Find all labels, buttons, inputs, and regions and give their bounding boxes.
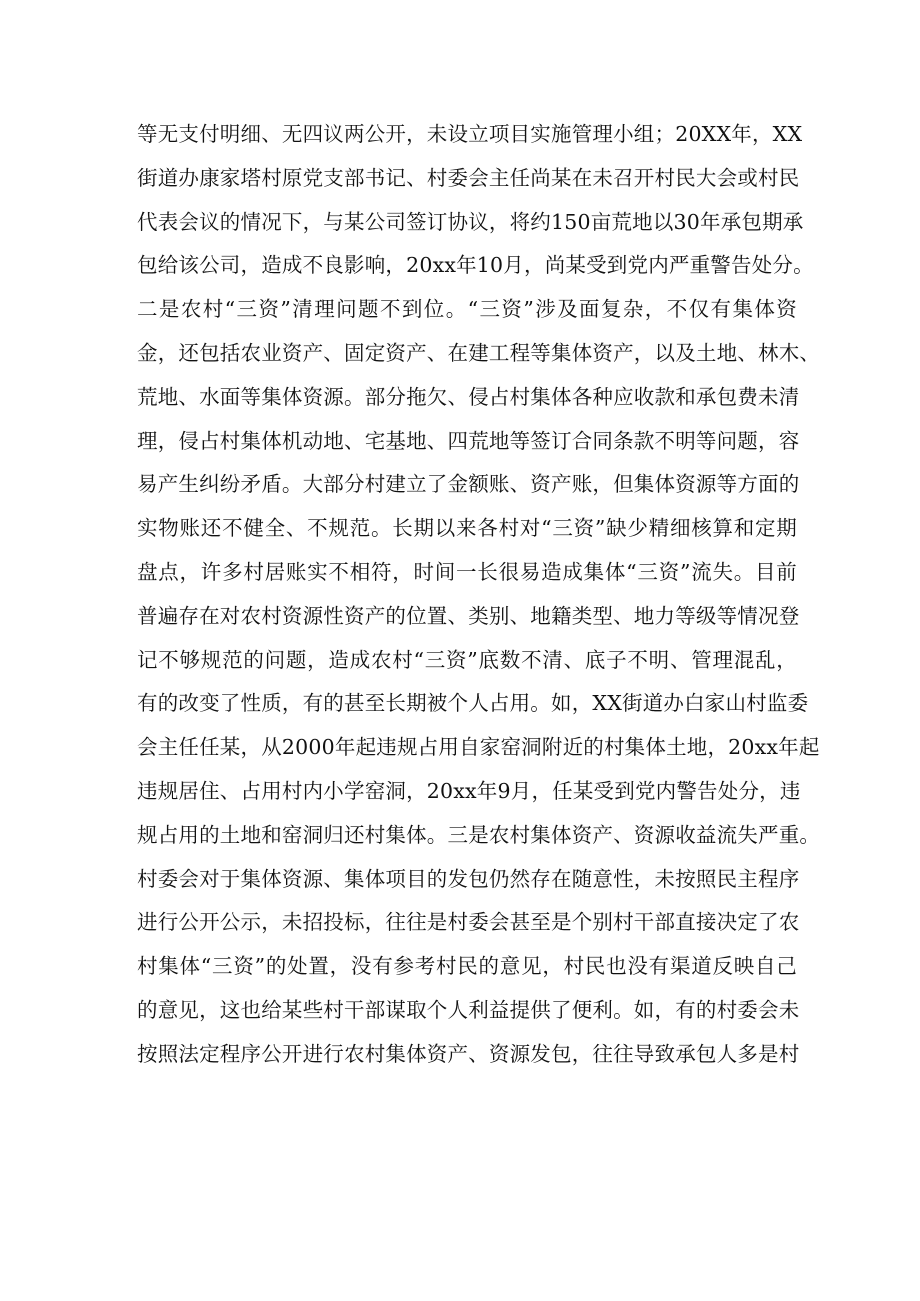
text-line: 违规居住、占用村内小学窑洞，20xx年9月，任某受到党内警告处分，违 <box>137 778 801 803</box>
text-line: 有的改变了性质，有的甚至长期被个人占用。如，XX街道办白家山村监委 <box>137 691 809 716</box>
text-line: 荒地、水面等集体资源。部分拖欠、侵占村集体各种应收款和承包费未清 <box>137 384 800 409</box>
text-line: 的意见，这也给某些村干部谋取个人利益提供了便利。如，有的村委会未 <box>137 997 800 1022</box>
text-line: 代表会议的情况下，与某公司签订协议，将约150亩荒地以30年承包期承 <box>137 209 804 234</box>
text-line: 村集体“三资”的处置，没有参考村民的意见，村民也没有渠道反映自己 <box>137 954 797 979</box>
text-line: 金，还包括农业资产、固定资产、在建工程等集体资产，以及土地、林木、 <box>137 340 821 365</box>
text-line: 普遍存在对农村资源性资产的位置、类别、地籍类型、地力等级等情况登 <box>137 603 800 628</box>
text-line: 进行公开公示，未招投标，往往是村委会甚至是个别村干部直接决定了农 <box>137 910 800 935</box>
text-line: 记不够规范的问题，造成农村“三资”底数不清、底子不明、管理混乱， <box>137 647 797 672</box>
text-line: 盘点，许多村居账实不相符，时间一长很易造成集体“三资”流失。目前 <box>137 559 797 584</box>
text-line: 街道办康家塔村原党支部书记、村委会主任尚某在未召开村民大会或村民 <box>137 165 800 190</box>
text-line: 理，侵占村集体机动地、宅基地、四荒地等签订合同条款不明等问题，容 <box>137 428 800 453</box>
text-line: 会主任任某，从2000年起违规占用自家窑洞附近的村集体土地，20xx年起 <box>137 735 820 760</box>
text-line: 二是农村“三资”清理问题不到位。“三资”涉及面复杂，不仅有集体资 <box>137 297 797 322</box>
text-line: 规占用的土地和窑洞归还村集体。三是农村集体资产、资源收益流失严重。 <box>137 822 821 847</box>
text-line: 村委会对于集体资源、集体项目的发包仍然存在随意性，未按照民主程序 <box>137 866 800 891</box>
text-line: 按照法定程序公开进行农村集体资产、资源发包，往往导致承包人多是村 <box>137 1041 800 1066</box>
text-line: 等无支付明细、无四议两公开，未设立项目实施管理小组；20XX年，XX <box>137 122 803 146</box>
text-line: 包给该公司，造成不良影响，20xx年10月，尚某受到党内严重警告处分。 <box>137 253 814 278</box>
body-text <box>137 113 821 1077</box>
text-line: 实物账还不健全、不规范。长期以来各村对“三资”缺少精细核算和定期 <box>137 516 797 541</box>
text-line: 易产生纠纷矛盾。大部分村建立了金额账、资产账，但集体资源等方面的 <box>137 472 800 497</box>
